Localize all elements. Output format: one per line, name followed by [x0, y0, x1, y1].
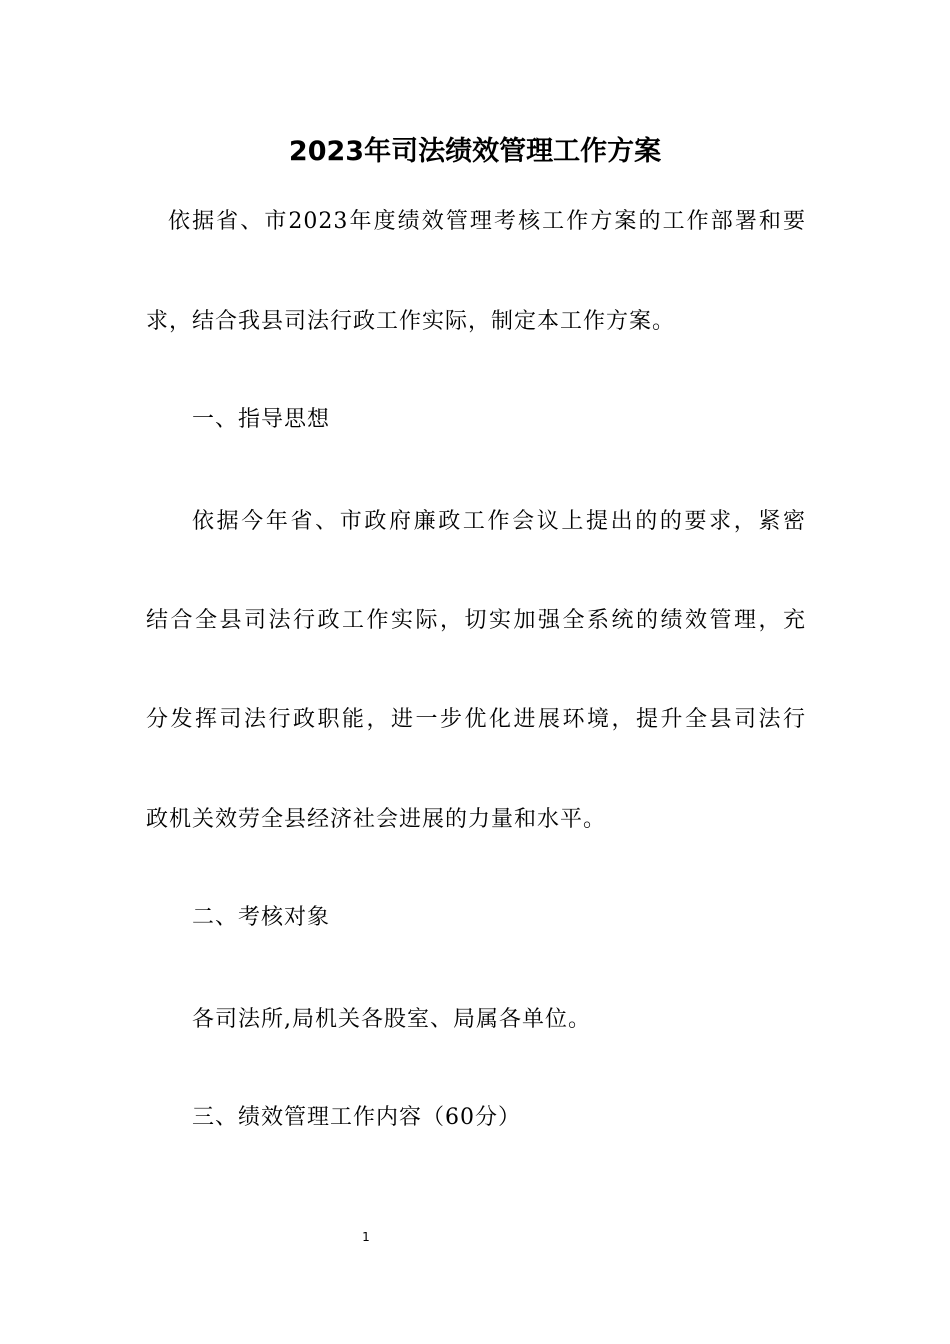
- section1-line-4: 政机关效劳全县经济社会进展的力量和水平。: [146, 807, 607, 832]
- section1-line-1: 依据今年省、市政府廉政工作会议上提出的的要求，紧密: [192, 509, 806, 534]
- document-title: 2023年司法绩效管理工作方案: [288, 136, 662, 167]
- section-heading-work-content: 三、绩效管理工作内容（60分）: [192, 1105, 521, 1130]
- section1-line-2: 结合全县司法行政工作实际，切实加强全系统的绩效管理，充: [146, 608, 806, 633]
- section1-line-3: 分发挥司法行政职能，进一步优化进展环境，提升全县司法行: [146, 707, 806, 732]
- section2-line-1: 各司法所,局机关各股室、局属各单位。: [192, 1007, 591, 1032]
- section-heading-assessment-target: 二、考核对象: [192, 905, 331, 930]
- intro-line-2: 求，结合我县司法行政工作实际，制定本工作方案。: [146, 309, 676, 334]
- page-number: 1: [362, 1230, 370, 1244]
- section-heading-guiding-thought: 一、指导思想: [192, 407, 331, 432]
- intro-line-1: 依据省、市2023年度绩效管理考核工作方案的工作部署和要: [168, 209, 806, 234]
